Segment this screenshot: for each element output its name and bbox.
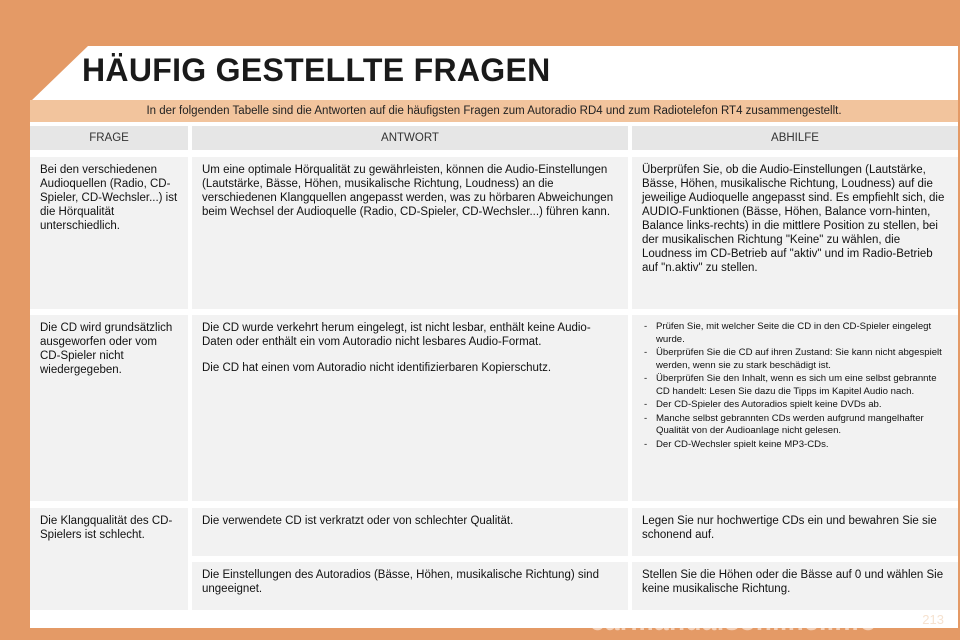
row3b-antwort: Die Einstellungen des Autoradios (Bässe, Höhen, musikalische Richtung) sind ungeeignet. bbox=[192, 562, 628, 610]
list-item: - Manche selbst gebrannten CDs werden aufgrund mangelhafter Qualität von der Audioanlage nicht gelesen. bbox=[642, 413, 948, 438]
row3-frage: Die Klangqualität des CD-Spielers ist schlecht. bbox=[30, 508, 188, 610]
row1-antwort bbox=[192, 157, 628, 309]
watermark: carmanualsonline.info bbox=[590, 606, 877, 636]
row2-frage: Die CD wird grundsätzlich ausgeworfen oder vom CD-Spieler nicht wiedergegeben. bbox=[30, 315, 188, 501]
row1-abhilfe: Überprüfen Sie, ob die Audio-Einstellungen (Lautstärke, Bässe, Höhen, musikalische Richtung, Loudness) auf die jeweilige Audioquelle angepasst sind. Es empfiehlt sich, die AUDIO-Funktionen (Bässe, Höhen, Balance vorn-hinten, Balance links-rechts) in die mittlere Position zu stellen, bei der musikalischen Richtung "Keine" zu wählen, die Loudness im CD-Betrieb auf "aktiv" und im Radio-Betrieb auf "n.aktiv" zu stellen. bbox=[632, 157, 958, 309]
header-frage: FRAGE bbox=[30, 126, 188, 150]
header-abhilfe: ABHILFE bbox=[632, 126, 958, 150]
list-item: - Der CD-Spieler des Autoradios spielt keine DVDs ab. bbox=[642, 399, 948, 412]
row2-antwort bbox=[192, 315, 628, 501]
row2-antwort-text-2: Die CD hat einen vom Autoradio nicht identifizierbaren Kopierschutz. bbox=[202, 362, 552, 374]
row3b-abhilfe: Stellen Sie die Höhen oder die Bässe auf 0 und wählen Sie keine musikalische Richtung. bbox=[632, 562, 958, 610]
list-item: - Der CD-Wechsler spielt keine MP3-CDs. bbox=[642, 439, 948, 452]
row2-abhilfe-list bbox=[642, 321, 948, 451]
row2-abhilfe bbox=[632, 315, 958, 501]
page-title: HÄUFIG GESTELLTE FRAGEN bbox=[82, 52, 551, 88]
list-item: - Prüfen Sie, mit welcher Seite die CD in den CD-Spieler eingelegt wurde. bbox=[642, 321, 948, 346]
row3a-antwort: Die verwendete CD ist verkratzt oder von schlechter Qualität. bbox=[192, 508, 628, 556]
row1-frage: Bei den verschiedenen Audioquellen (Radio, CD-Spieler, CD-Wechsler...) ist die Hörqualität unterschiedlich. bbox=[30, 157, 188, 309]
intro-text: In der folgenden Tabelle sind die Antworten auf die häufigsten Fragen zum Autoradio RD4 und zum Radiotelefon RT4 zusammengestellt. bbox=[30, 100, 958, 122]
header-antwort: ANTWORT bbox=[192, 126, 628, 150]
row1-antwort-text: Um eine optimale Hörqualität zu gewährleisten, können die Audio-Einstellungen (Lautstärke, Bässe, Höhen, musikalische Richtung, Loudness) an die verschiedenen Klangquellen angepasst werden, was zu hörbaren Abweichungen beim Wechsel der Audioquelle (Radio, CD-Spieler, CD-Wechsler...) führen kann. bbox=[202, 164, 614, 218]
list-item: - Überprüfen Sie die CD auf ihren Zustand: Sie kann nicht abgespielt werden, wenn sie zu stark beschädigt ist. bbox=[642, 347, 948, 372]
page-number: 213 bbox=[922, 612, 944, 627]
row2-antwort-text-1: Die CD wurde verkehrt herum eingelegt, ist nicht lesbar, enthält keine Audio-Daten oder enthält ein vom Autoradio nicht lesbares Audio-Format. bbox=[202, 322, 591, 348]
list-item: - Überprüfen Sie den Inhalt, wenn es sich um eine selbst gebrannte CD handelt: Lesen Sie dazu die Tipps im Kapitel Audio nach. bbox=[642, 373, 948, 398]
row3a-abhilfe: Legen Sie nur hochwertige CDs ein und bewahren Sie sie schonend auf. bbox=[632, 508, 958, 556]
